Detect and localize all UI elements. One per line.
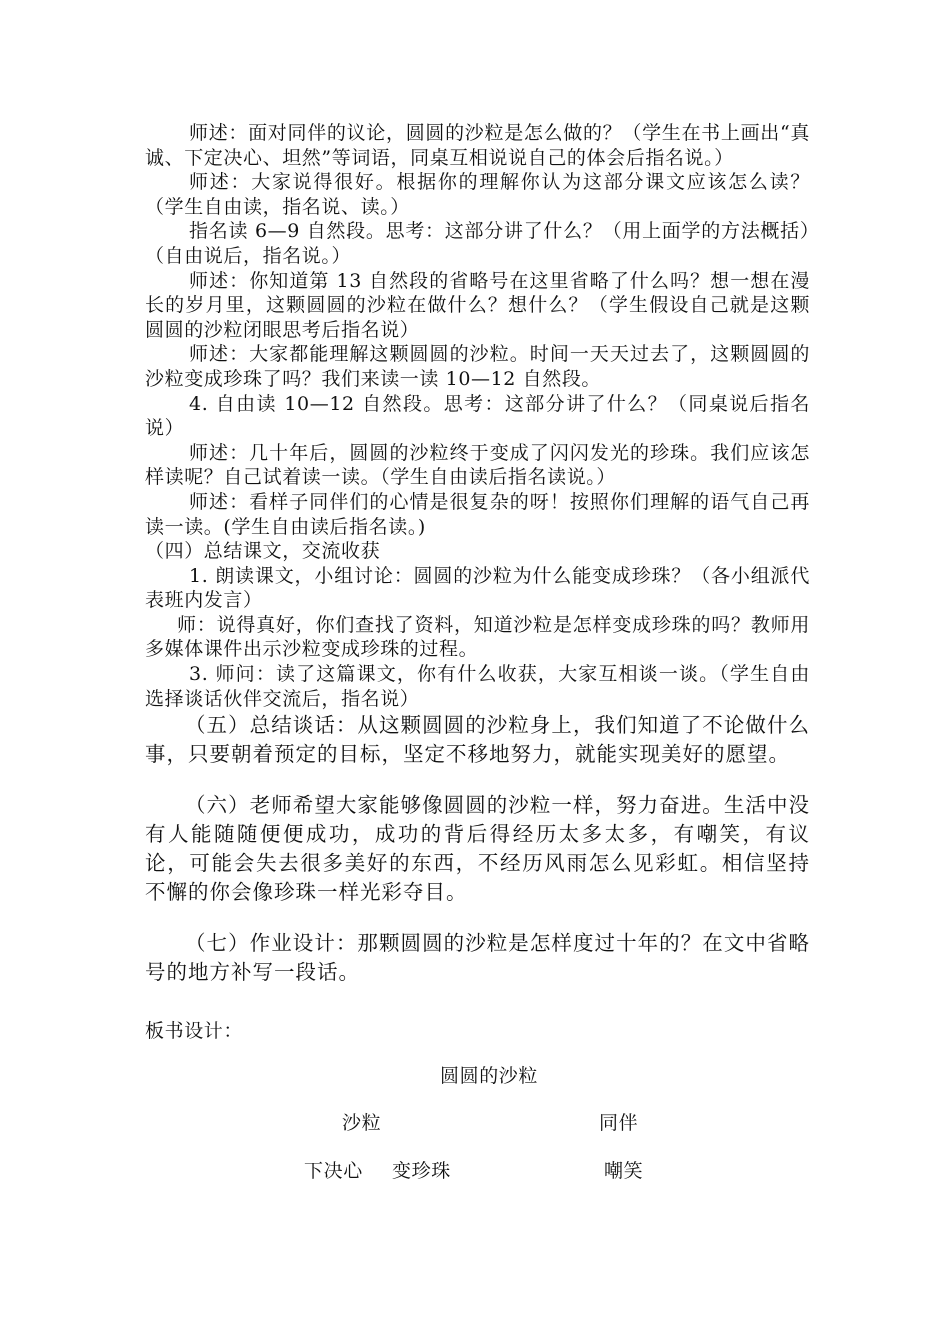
paragraph-11: 3. 师问：读了这篇课文，你有什么收获，大家互相谈一谈。（学生自由选择谈话伙伴交流后，指名说） xyxy=(145,663,810,710)
section-7: （七）作业设计：那颗圆圆的沙粒是怎样度过十年的？在文中省略号的地方补写一段话。 xyxy=(145,931,810,985)
board-left-label: 沙粒 xyxy=(342,1112,382,1134)
paragraph-10: 师：说得真好，你们查找了资料，知道沙粒是怎样变成珍珠的吗？教师用多媒体课件出示沙粒变成珍珠的过程。 xyxy=(145,613,810,661)
board-left-item-1: 下决心 xyxy=(304,1160,363,1182)
paragraph-9: 1. 朗读课文，小组讨论：圆圆的沙粒为什么能变成珍珠？（各小组派代表班内发言） xyxy=(145,564,810,612)
paragraph-7: 师述：几十年后，圆圆的沙粒终于变成了闪闪发光的珍珠。我们应该怎样读呢？自己试着读一读。（学生自由读后指名读说。） xyxy=(145,441,810,489)
board-right-item: 嘲笑 xyxy=(604,1160,644,1182)
section-6: （六）老师希望大家能够像圆圆的沙粒一样，努力奋进。生活中没有人能随随便便成功，成功的背后得经历太多太多，有嘲笑，有议论，可能会失去很多美好的东西，不经历风雨怎么见彩虹。相信坚持不懈的你会像珍珠一样光彩夺目。 xyxy=(145,793,810,905)
paragraph-2: 师述：大家说得很好。根据你的理解你认为这部分课文应该怎么读？（学生自由读，指名说、读。） xyxy=(145,171,810,218)
board-right-label: 同伴 xyxy=(599,1112,639,1134)
spacer xyxy=(145,907,810,929)
section-heading-4: （四）总结课文，交流收获 xyxy=(145,540,381,563)
spacer xyxy=(145,769,810,791)
paragraph-8: 师述：看样子同伴们的心情是很复杂的呀！按照你们理解的语气自己再读一读。(学生自由读后指名读。) xyxy=(145,490,810,538)
board-left-item-2: 变珍珠 xyxy=(392,1160,451,1182)
paragraph-5: 师述：大家都能理解这颗圆圆的沙粒。时间一天天过去了，这颗圆圆的沙粒变成珍珠了吗？我们来读一读 10—12 自然段。 xyxy=(145,343,810,390)
board-title: 圆圆的沙粒 xyxy=(440,1065,539,1087)
lesson-text xyxy=(145,121,810,987)
paragraph-1: 师述：面对同伴的议论，圆圆的沙粒是怎么做的？（学生在书上画出“真诚、下定决心、坦然”等词语，同桌互相说说自己的体会后指名说。） xyxy=(145,122,810,169)
paragraph-3: 指名读 6—9 自然段。思考：这部分讲了什么？（用上面学的方法概括）（自由说后，指名说。） xyxy=(145,220,810,267)
paragraph-4: 师述：你知道第 13 自然段的省略号在这里省略了什么吗？想一想在漫长的岁月里，这颗圆圆的沙粒在做什么？想什么？（学生假设自己就是这颗圆圆的沙粒闭眼思考后指名说） xyxy=(145,269,810,341)
section-5: （五）总结谈话：从这颗圆圆的沙粒身上，我们知道了不论做什么事，只要朝着预定的目标，坚定不移地努力，就能实现美好的愿望。 xyxy=(145,713,810,767)
paragraph-6: 4. 自由读 10—12 自然段。思考：这部分讲了什么？（同桌说后指名说） xyxy=(145,392,810,440)
board-design-heading: 板书设计： xyxy=(145,1020,244,1042)
